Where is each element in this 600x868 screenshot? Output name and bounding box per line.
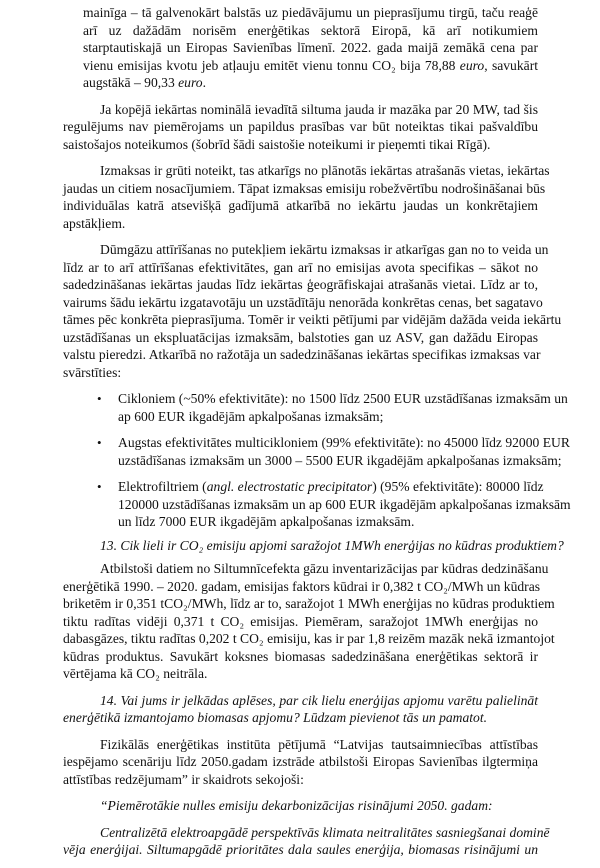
- text-line: 14. Vai jums ir jelkādas aplēses, par cik lielu enerģijas apjomu varētu palielināt: [100, 692, 538, 708]
- text-line: uzstādīšanas un ekspluatācijas izmaksām, balstoties gan uz ASV, gan dažādu Eiropas: [63, 329, 538, 345]
- question-heading: [100, 537, 564, 555]
- text-line: valstu pieredzi. Atkarībā no ražotāja un sadedzināšanas iekārtas specifikas izmaksas var: [63, 347, 541, 362]
- text-line: Cikloniem (~50% efektivitāte): no 1500 līdz 2500 EUR uzstādīšanas izmaksām un: [118, 391, 568, 406]
- text-line: Fizikālās enerģētikas institūta pētījumā “Latvijas tautsaimniecības attīstības: [100, 736, 538, 752]
- text-line: “Piemērotākie nulles emisiju dekarbonizācijas risinājumi 2050. gadam:: [100, 798, 493, 813]
- text-line: regulējums nav piemērojams un papildus prasības var būt noteiktas tikai pašvaldību: [63, 119, 538, 134]
- text-line: mainīga – tā galvenokārt balstās uz piedāvājumu un pieprasījumu tirgū, taču reaģē: [83, 5, 538, 20]
- paragraph: [63, 560, 555, 683]
- text-line: jaudas un citiem nosacījumiem. Tāpat izmaksas emisiju robežvērtību nodrošināšanai būs: [63, 180, 546, 196]
- document-page: [63, 4, 571, 868]
- bullet-icon: •: [97, 435, 102, 450]
- text-segment: vienu emisijas kvotu jeb atļauju emitēt vienu tonnu CO₂ bija 78,88: [83, 57, 460, 73]
- text-line: Izmaksas ir grūti noteikt, tas atkarīgs no plānotās iekārtas atrašanās vietas, iekārtas: [100, 163, 550, 178]
- text-line: 120000 uzstādīšanas izmaksām un ap 600 EUR ikgadējām apkalpošanas izmaksām: [118, 496, 571, 512]
- text-line: Augstas efektivitātes multicikloniem (99% efektivitāte): no 45000 līdz 92000 EUR: [118, 435, 570, 450]
- bullet-item: [97, 390, 568, 425]
- text-line: Dūmgāzu attīrīšanas no putekļiem iekārtu izmaksas ir atkarīgas gan no to veida un: [100, 242, 549, 257]
- text-line: apstākļiem.: [63, 215, 126, 231]
- text-line: Atbilstoši datiem no Siltumnīcefekta gāzu inventarizācijas par kūdras dedzināšanu: [100, 561, 549, 576]
- text-line: vērtējama kā CO₂ neitrāla.: [63, 666, 208, 681]
- italic-paragraph: [63, 824, 550, 859]
- text-line: vairums šādu iekārtu izgatavotāju un uzstādītāju nenorāda konkrētas cenas, bet sagatavo: [63, 294, 543, 310]
- paragraph: [63, 162, 550, 232]
- text-line: enerģētikā 1990. – 2020. gadam, emisijas faktors kūdrai ir 0,382 t CO₂/MWh un kūdras: [63, 578, 541, 594]
- paragraph: [63, 241, 562, 381]
- italic-paragraph: [63, 692, 538, 727]
- text-line: [83, 57, 538, 75]
- text-line: kūdras produktus. Savukārt koksnes biomasas sadedzināšana enerģētikas sektorā ir: [63, 648, 538, 664]
- text-line: individuālas katrā atsevišķā gadījumā atkarībā no iekārtu jaudas un konkrētajiem: [63, 198, 538, 213]
- bullet-item: [97, 434, 570, 469]
- text-segment: ) (95% efektivitāte): 80000 līdz: [372, 479, 544, 494]
- paragraph: [63, 736, 538, 789]
- italic-text: euro: [178, 75, 203, 90]
- text-line: un līdz 7000 EUR ikgadējām apkalpošanas izmaksām.: [118, 514, 415, 529]
- text-line: Centralizētā elektroapgādē perspektīvās klimata neitralitātes sasniegšanai dominē: [100, 824, 550, 840]
- text-line: vēja enerģijai. Siltumapgādē prioritātes dala saules enerģija, biomasas risinājumi un: [63, 842, 538, 857]
- italic-paragraph: [63, 797, 538, 815]
- text-line: attīstības redzējumam” ir skaidrots sekojoši:: [63, 771, 304, 787]
- text-segment: , savukārt: [484, 57, 538, 73]
- text-segment: Elektrofiltriem (: [118, 479, 207, 494]
- text-line: iespējamo scenāriju līdz 2050.gadam izstrāde atbilstoši Eiropas Savienības ilgtermiņa: [63, 754, 538, 769]
- italic-text: euro: [459, 57, 485, 73]
- text-line: tiktu radītas vidēji 0,371 t CO₂ emisijas. Piemēram, saražojot 1MWh enerģijas no: [63, 613, 538, 629]
- bullet-item: [97, 478, 571, 531]
- indented-paragraph: [83, 4, 538, 92]
- text-line: [118, 478, 544, 496]
- text-line: līdz ar to arī attīrīšanas efektivitātes, gan arī no emisijas avota specifikas – sākot no: [63, 259, 538, 275]
- text-line: Ja kopējā iekārtas nominālā ievadītā siltuma jauda ir mazāka par 20 MW, tad šis: [100, 101, 538, 117]
- bullet-icon: •: [97, 479, 102, 494]
- text-line: enerģētikā izmantojamo biomasas apjomu? Lūdzam pievienot tās un pamatot.: [63, 710, 488, 725]
- italic-text: angl. electrostatic precipitator: [206, 479, 373, 494]
- text-line: [83, 74, 538, 92]
- text-line: tāmes pēc konkrēta pieprasījuma. Tomēr ir veikti pētījumi par vidējām dažāda veida iekārtu: [63, 312, 562, 327]
- text-segment: augstākā – 90,33: [83, 75, 179, 90]
- text-line: ap 600 EUR ikgadējām apkalpošanas izmaksām;: [118, 408, 384, 424]
- text-line: dabasgāzes, tiktu radītas 0,202 t CO₂ emisiju, kas ir par 1,8 reizēm mazāk nekā izmantojot: [63, 631, 555, 646]
- paragraph: [63, 101, 538, 154]
- text-line: arī uz dažādām norisēm enerģētikas sektorā Eiropā, kā arī notikumiem: [83, 22, 538, 38]
- bullet-icon: •: [97, 391, 102, 406]
- text-line: 13. Cik lieli ir CO₂ emisiju apjomi saražojot 1MWh enerģijas no kūdras produktiem?: [100, 537, 564, 553]
- text-line: svārstīties:: [63, 364, 122, 380]
- text-line: uzstādīšanas izmaksām un 3000 – 5500 EUR ikgadējām apkalpošanas izmaksām;: [118, 452, 562, 468]
- text-line: sadedzināšanas iekārtas jaudas līdz iekārtas ģeogrāfiskajai atrašanās vietai. Līdz ar to,: [63, 277, 538, 292]
- text-line: starptautiskajā un Eiropas Savienības līmenī. 2022. gada maijā zemākā cena par: [83, 40, 538, 55]
- text-segment: .: [202, 75, 206, 90]
- text-line: saistošajos noteikumos (šobrīd šādi saistošie noteikumi ir pieņemti tikai Rīgā).: [63, 136, 491, 152]
- text-line: briketēm ir 0,351 tCO₂/MWh, līdz ar to, saražojot 1 MWh enerģijas no kūdras produktiem: [63, 596, 555, 611]
